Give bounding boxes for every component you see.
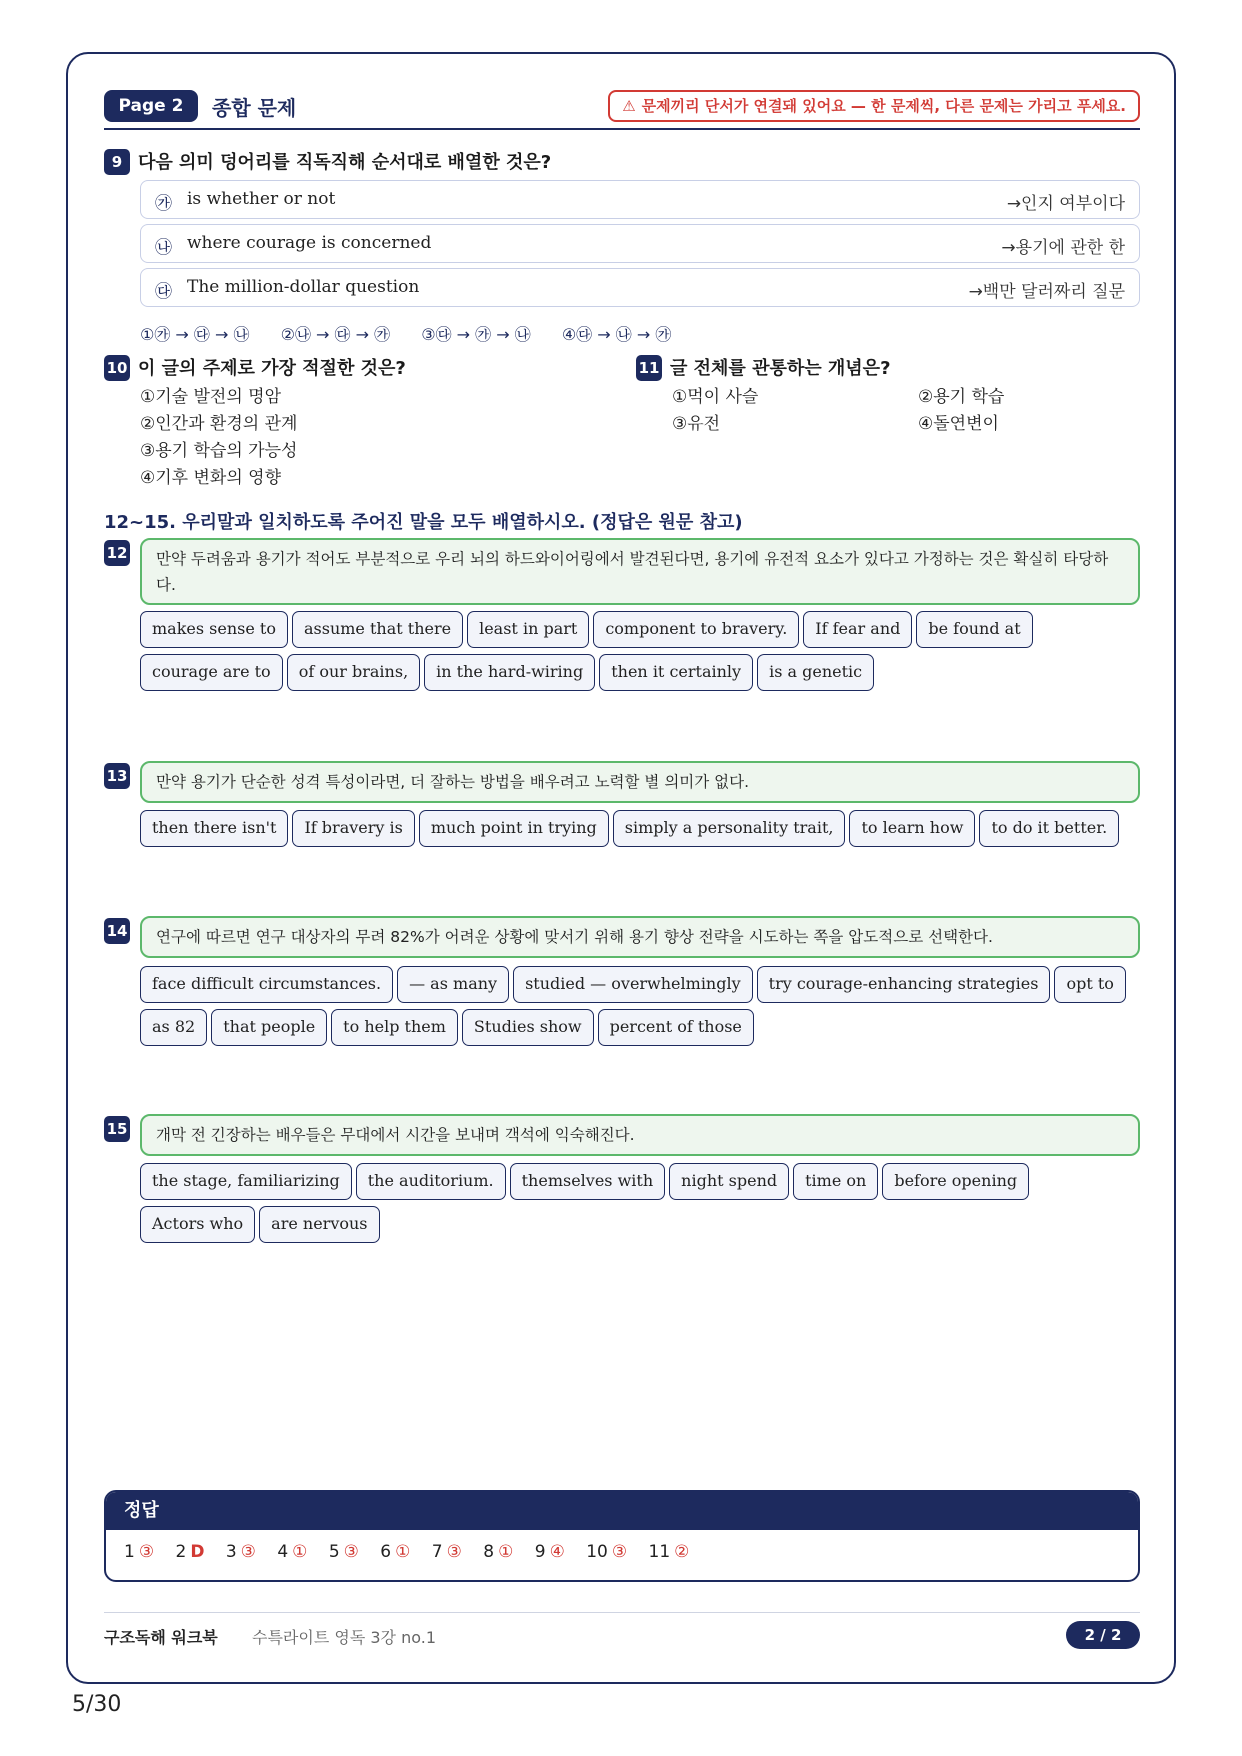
chunk-english: where courage is concerned (187, 233, 432, 253)
page-number-badge: 2 / 2 (1066, 1621, 1140, 1649)
answer-item: 10 ③ (586, 1542, 628, 1562)
arrange-instruction: 12~15. 우리말과 일치하도록 주어진 말을 모두 배열하시오. (정답은 원문 참고) (104, 512, 743, 533)
q9-option-2[interactable]: ②㉯ → ㉰ → ㉮ (280, 325, 391, 344)
word-tile[interactable]: be found at (916, 611, 1032, 648)
answer-item: 8 ① (483, 1542, 514, 1562)
word-tile[interactable]: percent of those (598, 1009, 754, 1046)
answer-item: 1 ③ (124, 1542, 155, 1562)
answer-item: 3 ③ (225, 1542, 256, 1562)
warning-text: 문제끼리 단서가 연결돼 있어요 — 한 문제씩, 다른 문제는 가리고 푸세요. (641, 97, 1126, 115)
word-tile[interactable]: face difficult circumstances. (140, 966, 393, 1003)
q14-number: 14 (104, 918, 130, 944)
q14-korean-sentence: 연구에 따르면 연구 대상자의 무려 82%가 어려운 상황에 맞서기 위해 용기 향상 전략을 시도하는 쪽을 압도적으로 선택한다. (140, 916, 1140, 958)
page-footer (104, 1612, 1140, 1648)
q9-chunk (140, 180, 1140, 219)
word-tile[interactable]: night spend (669, 1163, 789, 1200)
q9-number: 9 (104, 149, 130, 175)
word-tile[interactable]: least in part (467, 611, 589, 648)
word-tile[interactable]: Actors who (140, 1206, 255, 1243)
q10-number: 10 (104, 355, 130, 381)
workbook-name: 구조독해 워크북 (104, 1628, 218, 1647)
q10-option-4[interactable]: ④기후 변화의 영향 (140, 468, 282, 488)
word-tile[interactable]: to help them (331, 1009, 458, 1046)
q10-options (140, 384, 297, 492)
word-tile[interactable]: studied — overwhelmingly (513, 966, 753, 1003)
word-tile[interactable]: then it certainly (599, 654, 753, 691)
q11-question: 글 전체를 관통하는 개념은? (670, 358, 891, 379)
answer-key (104, 1490, 1140, 1582)
chunk-english: is whether or not (187, 189, 336, 209)
word-tile[interactable]: is a genetic (757, 654, 874, 691)
word-tile[interactable]: to do it better. (979, 810, 1119, 847)
q12-word-tiles (140, 611, 1150, 697)
word-tile[interactable]: of our brains, (287, 654, 420, 691)
q10-heading (104, 354, 406, 381)
word-tile[interactable]: If bravery is (292, 810, 414, 847)
q15-word-tiles (140, 1163, 1150, 1249)
section-title: 종합 문제 (212, 96, 297, 120)
answer-item: 11 ② (648, 1542, 690, 1562)
q13-word-tiles (140, 810, 1150, 853)
chunk-mark: ㉯ (155, 238, 172, 258)
answer-item: 9 ④ (534, 1542, 565, 1562)
answer-item: 2 D (175, 1542, 205, 1562)
word-tile[interactable]: as 82 (140, 1009, 207, 1046)
word-tile[interactable]: — as many (397, 966, 509, 1003)
q9-chunk (140, 224, 1140, 263)
q9-question: 다음 의미 덩어리를 직독직해 순서대로 배열한 것은? (138, 152, 552, 173)
q11-options (672, 384, 1132, 444)
word-tile[interactable]: then there isn't (140, 810, 288, 847)
word-tile[interactable]: courage are to (140, 654, 283, 691)
q9-option-3[interactable]: ③㉰ → ㉮ → ㉯ (421, 325, 531, 344)
word-tile[interactable]: in the hard-wiring (424, 654, 595, 691)
q12-number: 12 (104, 540, 130, 566)
q10-option-1[interactable]: ①기술 발전의 명암 (140, 387, 282, 407)
answer-key-title: 정답 (106, 1492, 1138, 1530)
q13-korean-sentence: 만약 용기가 단순한 성격 특성이라면, 더 잘하는 방법을 배우려고 노력할 별 의미가 없다. (140, 761, 1140, 803)
workbook-subtitle: 수특라이트 영독 3강 no.1 (252, 1628, 436, 1647)
word-tile[interactable]: If fear and (803, 611, 912, 648)
word-tile[interactable]: much point in trying (419, 810, 609, 847)
chunk-mark: ㉰ (155, 282, 172, 302)
warning-banner (608, 90, 1140, 122)
warning-icon: ⚠ (622, 97, 636, 115)
word-tile[interactable]: time on (793, 1163, 878, 1200)
word-tile[interactable]: Studies show (462, 1009, 594, 1046)
q10-question: 이 글의 주제로 가장 적절한 것은? (138, 358, 406, 379)
q9-option-4[interactable]: ④㉰ → ㉯ → ㉮ (561, 325, 672, 344)
page-header (104, 90, 1140, 130)
answer-item: 4 ① (277, 1542, 308, 1562)
q11-option-2[interactable]: ②용기 학습 (918, 387, 1005, 407)
word-tile[interactable]: the auditorium. (356, 1163, 506, 1200)
answer-item: 6 ① (380, 1542, 411, 1562)
word-tile[interactable]: assume that there (292, 611, 463, 648)
answer-item: 7 ③ (431, 1542, 462, 1562)
word-tile[interactable]: that people (211, 1009, 327, 1046)
q11-option-1[interactable]: ①먹이 사슬 (672, 387, 759, 407)
page-badge: Page 2 (104, 90, 198, 122)
q11-heading (636, 354, 891, 381)
word-tile[interactable]: before opening (882, 1163, 1029, 1200)
chunk-korean: →인지 여부이다 (1006, 194, 1125, 214)
q10-option-2[interactable]: ②인간과 환경의 관계 (140, 414, 298, 434)
chunk-korean: →백만 달러짜리 질문 (968, 282, 1125, 302)
q15-korean-sentence: 개막 전 긴장하는 배우들은 무대에서 시간을 보내며 객석에 익숙해진다. (140, 1114, 1140, 1156)
word-tile[interactable]: the stage, familiarizing (140, 1163, 352, 1200)
q11-option-4[interactable]: ④돌연변이 (918, 414, 999, 434)
chunk-english: The million-dollar question (187, 277, 420, 297)
word-tile[interactable]: are nervous (259, 1206, 379, 1243)
q9-options (140, 322, 697, 345)
chunk-korean: →용기에 관한 한 (1001, 238, 1125, 258)
q13-number: 13 (104, 763, 130, 789)
word-tile[interactable]: makes sense to (140, 611, 288, 648)
q14-word-tiles (140, 966, 1150, 1052)
word-tile[interactable]: to learn how (849, 810, 975, 847)
q11-option-3[interactable]: ③유전 (672, 414, 721, 434)
q11-number: 11 (636, 355, 662, 381)
document-page-counter: 5/30 (72, 1692, 122, 1717)
answer-key-items (106, 1530, 1138, 1562)
q9-chunk (140, 268, 1140, 307)
answer-item: 5 ③ (328, 1542, 359, 1562)
word-tile[interactable]: themselves with (510, 1163, 666, 1200)
word-tile[interactable]: opt to (1054, 966, 1125, 1003)
word-tile[interactable]: component to bravery. (593, 611, 799, 648)
q15-number: 15 (104, 1116, 130, 1142)
q12-korean-sentence: 만약 두려움과 용기가 적어도 부분적으로 우리 뇌의 하드와이어링에서 발견된다면, 용기에 유전적 요소가 있다고 가정하는 것은 확실히 타당하다. (140, 538, 1140, 605)
word-tile[interactable]: try courage-enhancing strategies (757, 966, 1051, 1003)
word-tile[interactable]: simply a personality trait, (613, 810, 846, 847)
q10-option-3[interactable]: ③용기 학습의 가능성 (140, 441, 298, 461)
q9-heading (104, 148, 551, 175)
chunk-mark: ㉮ (155, 194, 172, 214)
q9-option-1[interactable]: ①㉮ → ㉰ → ㉯ (140, 325, 250, 344)
